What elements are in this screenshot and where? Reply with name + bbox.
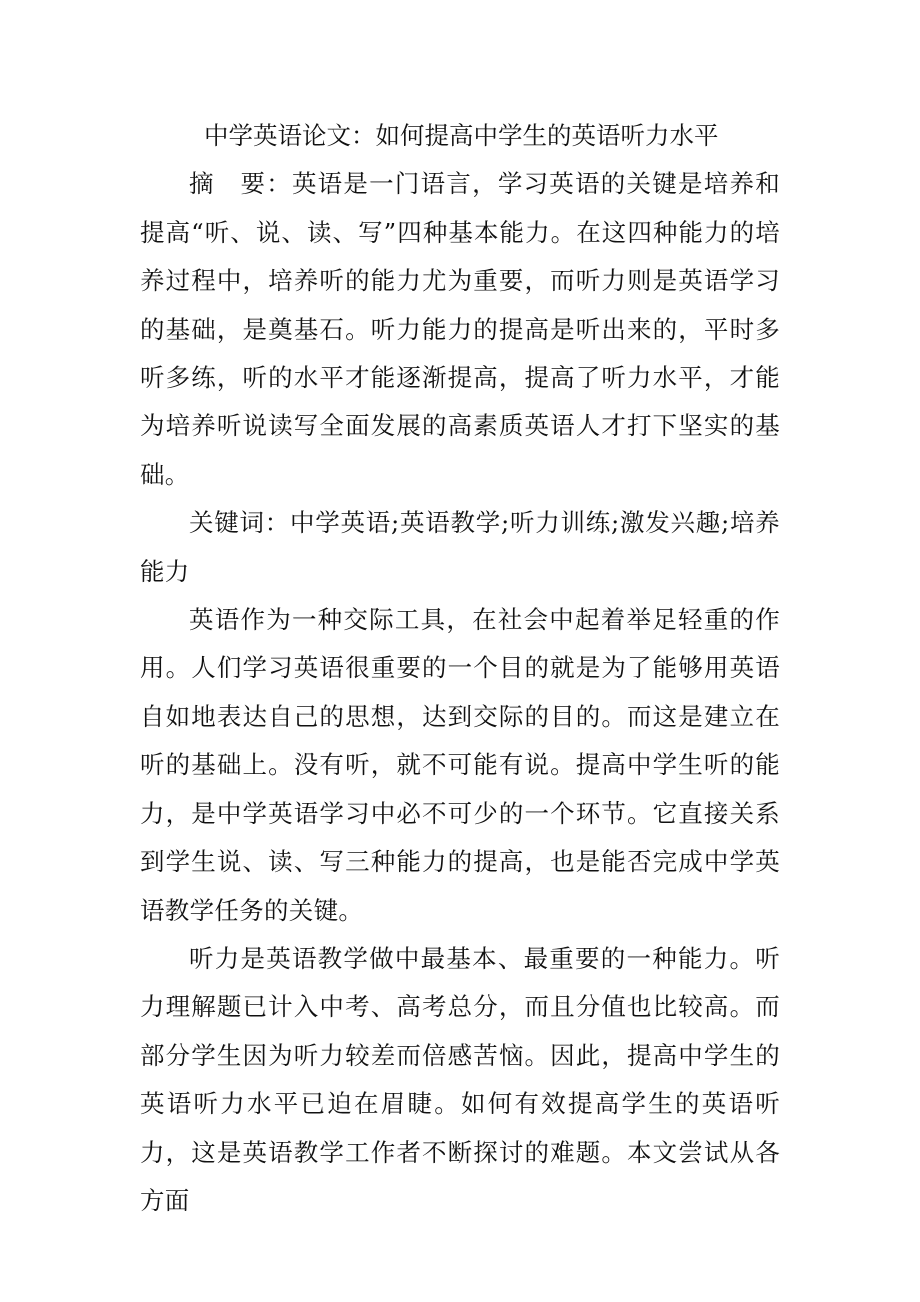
body-paragraph: 听力是英语教学做中最基本、最重要的一种能力。听力理解题已计入中考、高考总分，而且分值也比较高。而部分学生因为听力较差而倍感苦恼。因此，提高中学生的英语听力水平已迫在眉睫。如何有效提高学生的英语听力，这是英语教学工作者不断探讨的难题。本文尝试从各方面 (140, 943, 780, 1215)
abstract-paragraph: 摘 要：英语是一门语言，学习英语的关键是培养和提高“听、说、读、写”四种基本能力。在这四种能力的培养过程中，培养听的能力尤为重要，而听力则是英语学习的基础，是奠基石。听力能力的提高是听出来的，平时多听多练，听的水平才能逐渐提高，提高了听力水平，才能为培养听说读写全面发展的高素质英语人才打下坚实的基础。 (140, 169, 780, 489)
document-title: 中学英语论文：如何提高中学生的英语听力水平 (204, 121, 719, 150)
keywords-paragraph: 关键词：中学英语;英语教学;听力训练;激发兴趣;培养能力 (140, 508, 780, 586)
body-paragraph: 英语作为一种交际工具，在社会中起着举足轻重的作用。人们学习英语很重要的一个目的就是为了能够用英语自如地表达自己的思想，达到交际的目的。而这是建立在听的基础上。没有听，就不可能有说。提高中学生听的能力，是中学英语学习中必不可少的一个环节。它直接关系到学生说、读、写三种能力的提高，也是能否完成中学英语教学任务的关键。 (140, 605, 780, 925)
document-body (140, 112, 780, 1225)
